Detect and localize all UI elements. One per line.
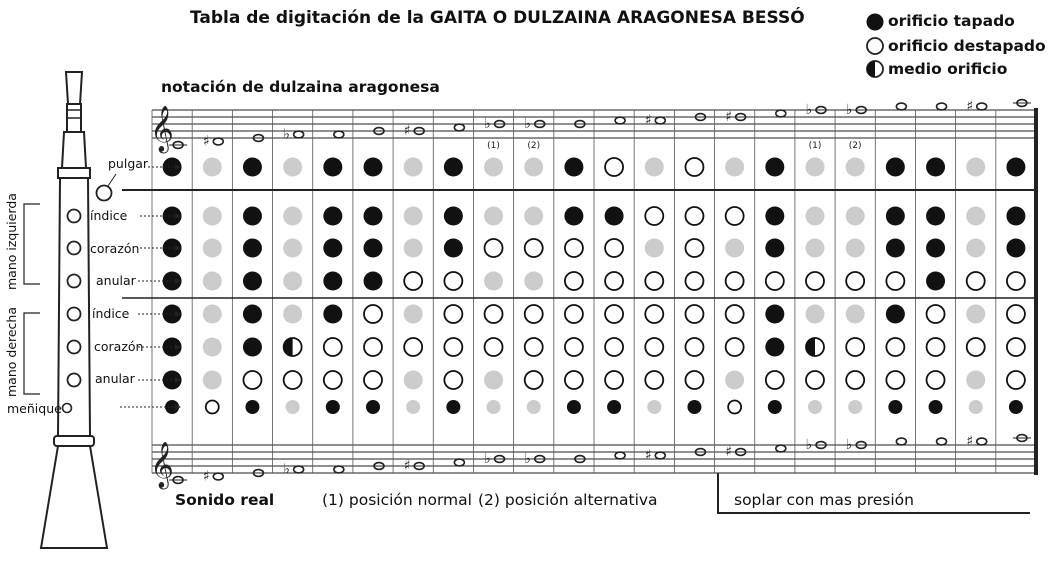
top-staff-note-head [977,103,987,110]
right-hand-bracket [24,313,40,394]
open-hole [565,272,583,290]
covered-hole [444,239,463,258]
unused-hole [806,305,825,324]
covered-hole [1006,158,1025,177]
bottom-staff-note-head [937,438,947,445]
bottom-staff-note-head [776,445,786,452]
open-hole [806,371,824,389]
open-hole [726,305,744,323]
bottom-staff-note-head [655,452,665,459]
unused-hole [404,371,423,390]
top-staff-accidental: ♭ [283,126,290,143]
top-staff-note-head [334,131,344,138]
unused-hole [846,305,865,324]
open-hole [645,338,663,356]
note-alternative-position: (2) posición alternativa [478,491,658,509]
bottom-staff-accidental: ♭ [845,437,853,453]
top-staff-note-head [213,138,223,145]
covered-hole [605,207,624,226]
covered-hole [444,207,463,226]
unused-hole [725,371,744,390]
legend-open-icon [867,38,883,54]
top-staff-note-head [776,110,786,117]
open-hole [927,338,945,356]
open-hole [685,207,703,225]
bottom-staff-accidental: ♯ [202,468,210,485]
bottom-staff-accidental: ♯ [644,447,652,464]
open-hole [967,338,985,356]
unused-hole [806,239,825,258]
open-hole [485,305,503,323]
bottom-staff-accidental: ♯ [403,458,411,474]
bottom-staff-note-head [294,466,304,473]
covered-hole [886,239,905,258]
unused-hole [645,158,664,177]
open-hole [685,158,703,176]
covered-hole [886,158,905,177]
open-hole [565,371,583,389]
top-staff-accidental: ♭ [805,102,813,118]
open-hole [324,338,342,356]
covered-hole [444,158,463,177]
open-hole [525,305,543,323]
unused-hole [283,272,302,291]
open-hole [364,371,382,389]
top-staff-note-head [937,103,947,110]
open-hole [685,371,703,389]
note-blow-harder: soplar con mas presión [734,491,914,509]
open-hole [404,338,422,356]
open-hole [444,305,462,323]
top-staff-note-head [294,131,304,138]
open-hole [766,272,784,290]
unused-hole [484,207,503,226]
bottom-staff-accidental: ♭ [524,451,532,467]
unused-hole [524,272,543,291]
hole-label-left-ring: anular [96,273,136,288]
unused-hole [527,400,541,414]
covered-hole [886,305,905,324]
unused-hole [203,371,222,390]
open-hole [565,305,583,323]
covered-hole [364,158,383,177]
unused-hole [203,207,222,226]
position-mark: (1) [808,141,822,151]
unused-hole [645,239,664,258]
unused-hole [966,207,985,226]
covered-hole [886,207,905,226]
unused-hole [806,207,825,226]
unused-hole [487,400,501,414]
bottom-staff-note-head [454,459,464,466]
open-hole [685,305,703,323]
unused-hole [846,239,865,258]
covered-hole [243,158,262,177]
open-hole [886,371,904,389]
open-hole [565,338,583,356]
instrument-front-hole [68,275,81,288]
open-hole [927,371,945,389]
open-hole [364,338,382,356]
open-hole [605,239,623,257]
bottom-staff-accidental: ♭ [805,437,813,453]
position-mark: (2) [848,141,862,151]
unused-hole [484,158,503,177]
hole-label-pinky: meñique [7,401,62,416]
covered-hole [765,239,784,258]
covered-hole [323,158,342,177]
bottom-staff-note-head [615,452,625,459]
covered-hole [323,239,342,258]
instrument-front-hole [68,308,81,321]
covered-hole [366,400,380,414]
left-hand-bracket [24,204,40,284]
unused-hole [846,207,865,226]
covered-hole [765,305,784,324]
half-hole-fill [284,338,293,356]
instrument-joint [54,436,94,446]
unused-hole [286,400,300,414]
real-sound-label: Sonido real [175,491,275,509]
covered-hole [929,400,943,414]
bottom-staff-note-head [977,438,987,445]
instrument-thumb-hole [97,186,112,201]
covered-hole [245,400,259,414]
covered-hole [446,400,460,414]
covered-hole [765,338,784,357]
top-staff-note-head [655,117,665,124]
bottom-staff-accidental: ♭ [283,461,290,478]
open-hole [324,371,342,389]
covered-hole [926,272,945,291]
open-hole [605,272,623,290]
covered-hole [564,207,583,226]
unused-hole [524,207,543,226]
covered-hole [926,158,945,177]
bottom-staff-accidental: ♯ [725,444,733,460]
open-hole [243,371,261,389]
instrument-pinky-hole [63,404,72,413]
covered-hole [243,239,262,258]
notation-subtitle: notación de dulzaina aragonesa [161,78,440,96]
open-hole [726,207,744,225]
bottom-staff-accidental: ♯ [966,433,974,450]
unused-hole [725,158,744,177]
open-hole [846,371,864,389]
top-staff-accidental: ♯ [403,123,411,139]
unused-hole [203,305,222,324]
unused-hole [647,400,661,414]
open-hole [605,371,623,389]
bottom-staff-note-head [334,466,344,473]
open-hole [284,371,302,389]
unused-hole [806,158,825,177]
covered-hole [364,239,383,258]
unused-hole [404,239,423,258]
top-staff-accidental: ♯ [202,133,210,150]
open-hole [645,371,663,389]
open-hole [645,272,663,290]
top-staff-accidental: ♭ [524,116,532,132]
covered-hole [926,207,945,226]
instrument-front-hole [68,374,81,387]
open-hole [685,272,703,290]
unused-hole [484,371,503,390]
treble-clef: 𝄞 [150,442,174,488]
unused-hole [484,272,503,291]
covered-hole [567,400,581,414]
covered-hole [364,272,383,291]
hole-label-thumb: pulgar [108,156,149,171]
hole-label-right-ring: anular [95,371,135,386]
covered-hole [243,305,262,324]
hole-label-left-middle: corazón [90,241,140,256]
covered-hole [364,207,383,226]
thumb-pointer [108,174,116,186]
instrument-front-hole [68,341,81,354]
open-hole [206,401,219,414]
position-mark: (1) [487,141,500,151]
unused-hole [846,158,865,177]
bottom-staff-note-head [896,438,906,445]
open-hole [1007,272,1025,290]
unused-hole [404,158,423,177]
covered-hole [1009,400,1023,414]
open-hole [605,305,623,323]
instrument-front-hole [68,210,81,223]
covered-hole [243,338,262,357]
hole-label-right-middle: corazón [94,339,144,354]
covered-hole [243,207,262,226]
unused-hole [203,239,222,258]
unused-hole [203,338,222,357]
legend-half-label: medio orificio [888,60,1008,78]
open-hole [846,338,864,356]
legend-covered-icon [867,14,884,31]
covered-hole [926,239,945,258]
open-hole [525,239,543,257]
legend-covered-label: orificio tapado [888,12,1015,30]
hole-label-right-index: índice [92,306,130,321]
top-staff-accidental: ♭ [845,102,853,118]
legend-open-label: orificio destapado [888,37,1046,55]
covered-hole [1006,207,1025,226]
unused-hole [524,158,543,177]
open-hole [886,338,904,356]
hand-label-left: mano izquierda [4,193,19,290]
unused-hole [966,305,985,324]
hole-label-left-index: índice [90,208,128,223]
unused-hole [404,305,423,324]
bottom-staff-note-head [213,473,223,480]
open-hole [525,371,543,389]
covered-hole [1006,239,1025,258]
half-hole-fill [806,338,815,356]
covered-hole [323,272,342,291]
top-staff-note-head [454,124,464,131]
covered-hole [564,158,583,177]
unused-hole [203,158,222,177]
open-hole [685,239,703,257]
unused-hole [966,239,985,258]
open-hole [645,207,663,225]
top-staff-accidental: ♯ [644,112,652,129]
covered-hole [765,207,784,226]
unused-hole [404,207,423,226]
open-hole [726,338,744,356]
covered-hole [326,400,340,414]
open-hole [485,338,503,356]
covered-hole [768,400,782,414]
open-hole [886,272,904,290]
open-hole [1007,371,1025,389]
open-hole [525,338,543,356]
unused-hole [283,207,302,226]
unused-hole [203,272,222,291]
page-title: Tabla de digitación de la GAITA O DULZAINA ARAGONESA BESSÓ [190,8,805,28]
unused-hole [406,400,420,414]
top-staff-note-head [896,103,906,110]
top-staff-note-head [615,117,625,124]
treble-clef: 𝄞 [150,106,174,152]
instrument-collar [58,168,90,178]
instrument-head [62,132,86,168]
unused-hole [808,400,822,414]
open-hole [444,272,462,290]
open-hole [967,272,985,290]
covered-hole [323,305,342,324]
unused-hole [969,400,983,414]
open-hole [806,272,824,290]
open-hole [565,239,583,257]
open-hole [645,305,663,323]
unused-hole [725,239,744,258]
open-hole [444,371,462,389]
open-hole [927,305,945,323]
top-staff-accidental: ♭ [484,116,491,132]
open-hole [846,272,864,290]
covered-hole [765,158,784,177]
position-mark: (2) [527,141,541,151]
unused-hole [966,371,985,390]
open-hole [766,371,784,389]
covered-hole [323,207,342,226]
covered-hole [687,400,701,414]
top-staff-accidental: ♯ [725,109,733,125]
bottom-staff-accidental: ♭ [484,451,491,467]
hand-label-right: mano derecha [4,306,19,397]
covered-hole [888,400,902,414]
covered-hole [243,272,262,291]
unused-hole [283,158,302,177]
open-hole [364,305,382,323]
instrument-reed [66,72,82,104]
open-hole [404,272,422,290]
covered-hole [607,400,621,414]
open-hole [605,158,623,176]
unused-hole [848,400,862,414]
open-hole [1007,338,1025,356]
instrument-bell [41,446,107,548]
note-normal-position: (1) posición normal [322,491,472,509]
open-hole [444,338,462,356]
unused-hole [966,158,985,177]
unused-hole [283,305,302,324]
open-hole [1007,305,1025,323]
open-hole [726,272,744,290]
top-staff-accidental: ♯ [966,98,974,115]
open-hole [605,338,623,356]
instrument-front-hole [68,242,81,255]
open-hole [685,338,703,356]
unused-hole [283,239,302,258]
open-hole [485,239,503,257]
open-hole [728,401,741,414]
